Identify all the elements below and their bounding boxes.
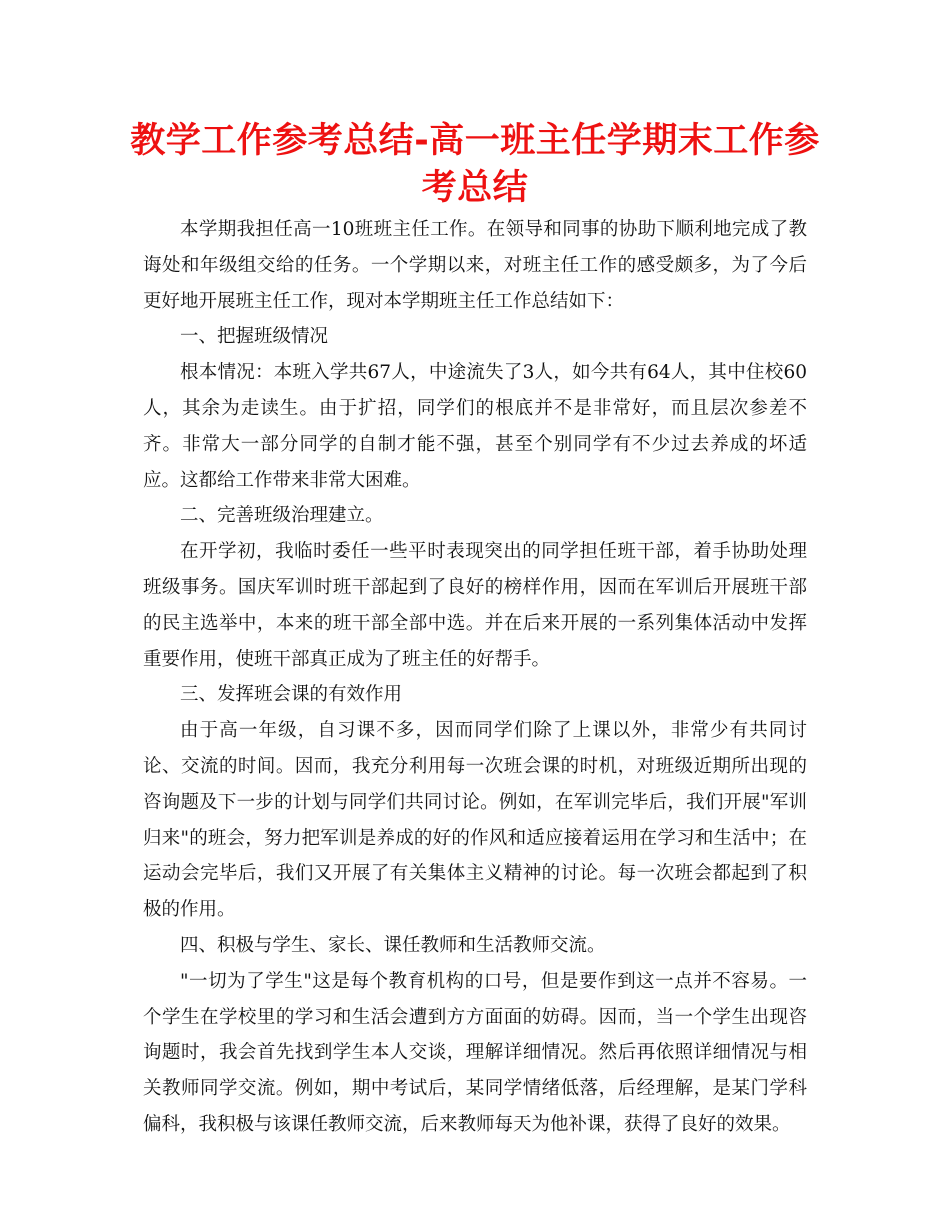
body-paragraph-1: 根本情况：本班入学共67人，中途流失了3人，如今共有64人，其中住校60人，其余为走读生。由于扩招，同学们的根底并不是非常好，而且层次参差不齐。非常大一部分同学的自制才能不强，甚至个别同学有不少过去养成的坏适应。这都给工作带来非常大困难。	[143, 362, 807, 491]
document-title: 教学工作参考总结-高一班主任学期末工作参考总结	[130, 121, 820, 208]
section-heading-4: 四、积极与学生、家长、课任教师和生活教师交流。	[180, 934, 606, 956]
section-heading-2: 二、完善班级治理建立。	[180, 505, 384, 527]
document-body	[143, 212, 807, 1143]
body-paragraph-3: 由于高一年级，自习课不多，因而同学们除了上课以外，非常少有共同讨论、交流的时间。因而，我充分利用每一次班会课的时机，对班级近期所出现的咨询题及下一步的计划与同学们共同讨论。例如，在军训完毕后，我们开展"军训归来"的班会，努力把军训是养成的好的作风和适应接着运用在学习和生活中；在运动会完毕后，我们又开展了有关集体主义精神的讨论。每一次班会都起到了积极的作用。	[143, 720, 807, 921]
body-paragraph-4: "一切为了学生"这是每个教育机构的口号，但是要作到这一点并不容易。一个学生在学校里的学习和生活会遭到方方面面的妨碍。因而，当一个学生出现咨询题时，我会首先找到学生本人交谈，理解详细情况。然后再依照详细情况与相关教师同学交流。例如，期中考试后，某同学情绪低落，后经理解，是某门学科偏科，我积极与该课任教师交流，后来教师每天为他补课，获得了良好的效果。	[143, 970, 807, 1135]
body-paragraph-2: 在开学初，我临时委任一些平时表现突出的同学担任班干部，着手协助处理班级事务。国庆军训时班干部起到了良好的榜样作用，因而在军训后开展班干部的民主选举中，本来的班干部全部中选。并在后来开展的一系列集体活动中发挥重要作用，使班干部真正成为了班主任的好帮手。	[143, 541, 807, 670]
section-heading-1: 一、把握班级情况	[180, 326, 329, 348]
section-heading-3: 三、发挥班会课的有效作用	[180, 684, 403, 706]
intro-paragraph: 本学期我担任高一10班班主任工作。在领导和同事的协助下顺利地完成了教诲处和年级组交给的任务。一个学期以来，对班主任工作的感受颇多，为了今后更好地开展班主任工作，现对本学期班主任工作总结如下：	[143, 219, 807, 312]
